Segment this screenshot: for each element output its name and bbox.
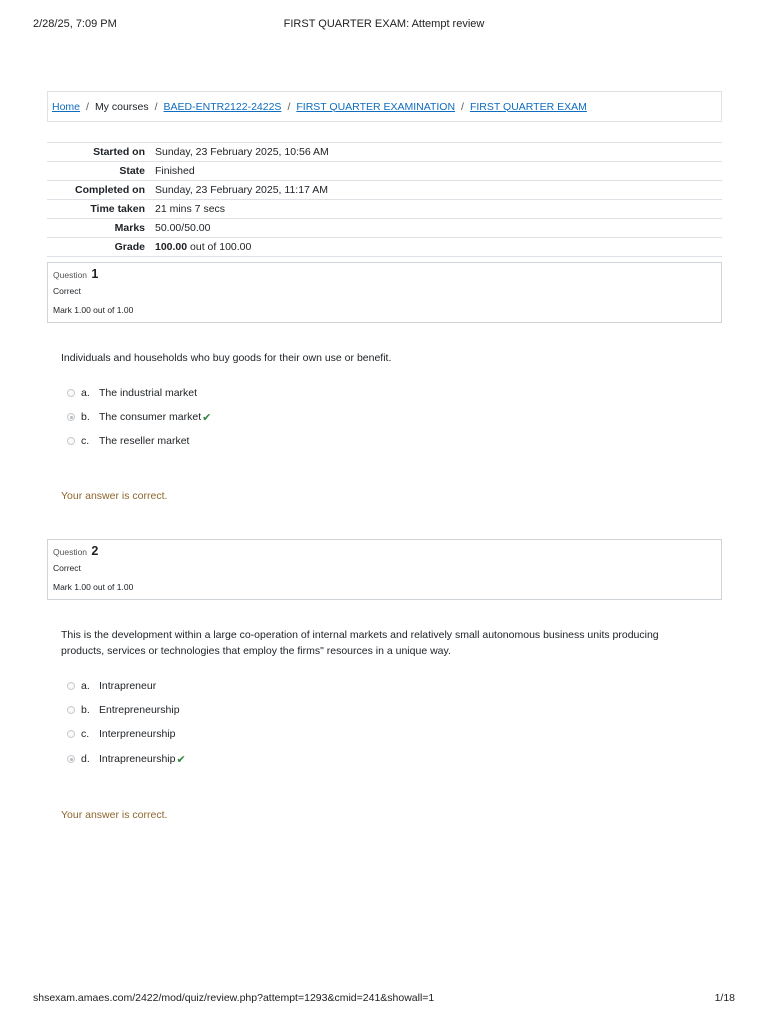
breadcrumb-separator: / — [86, 100, 89, 113]
question-number-value: 2 — [91, 544, 99, 558]
answer-option[interactable] — [67, 703, 180, 717]
radio-button[interactable] — [67, 437, 75, 445]
option-letter: c. — [81, 728, 90, 740]
breadcrumb-my-courses: My courses — [94, 100, 149, 113]
question-state: Correct — [53, 563, 81, 573]
radio-button[interactable] — [67, 730, 75, 738]
print-footer — [33, 992, 735, 1006]
radio-button[interactable] — [67, 389, 75, 397]
summary-label: Marks — [114, 222, 145, 234]
breadcrumb-section-link[interactable]: FIRST QUARTER EXAMINATION — [296, 100, 456, 113]
summary-value: 21 mins 7 secs — [155, 203, 226, 215]
option-letter: b. — [81, 704, 90, 716]
breadcrumb-separator: / — [287, 100, 291, 113]
summary-row — [47, 143, 722, 162]
option-text: The industrial market — [99, 387, 198, 399]
answer-option[interactable] — [67, 727, 175, 741]
question-number — [53, 544, 716, 558]
summary-value: Sunday, 23 February 2025, 10:56 AM — [155, 146, 329, 158]
print-title: FIRST QUARTER EXAM: Attempt review — [283, 18, 485, 30]
option-letter: a. — [81, 680, 90, 692]
radio-button[interactable] — [67, 682, 75, 690]
option-letter: d. — [81, 753, 90, 765]
question-state: Correct — [53, 286, 81, 296]
page-count: 1/18 — [714, 992, 735, 1004]
answer-option[interactable] — [67, 434, 189, 448]
grade-out-of: out of 100.00 — [187, 241, 252, 253]
summary-label: Grade — [114, 241, 145, 253]
question-label: Question — [53, 547, 88, 557]
option-text: Entrepreneurship — [99, 704, 180, 716]
breadcrumb-home-link[interactable]: Home — [52, 100, 81, 113]
summary-value: Finished — [155, 165, 195, 177]
summary-value: 50.00/50.00 — [155, 222, 211, 234]
option-text: Interpreneurship — [99, 728, 176, 740]
question-mark: Mark 1.00 out of 1.00 — [53, 582, 134, 592]
grade-value — [155, 238, 722, 257]
question-info — [47, 539, 722, 600]
question-number-value: 1 — [91, 267, 99, 281]
page-url: shsexam.amaes.com/2422/mod/quiz/review.php?attempt=1293&cmid=241&showall=1 — [33, 992, 435, 1004]
question-number — [53, 267, 716, 281]
check-icon: ✔ — [202, 411, 212, 424]
summary-row — [47, 181, 722, 200]
option-text: The reseller market — [99, 435, 190, 447]
summary-label: Completed on — [75, 184, 145, 196]
breadcrumb-separator: / — [154, 100, 158, 113]
answer-option[interactable] — [67, 410, 211, 424]
breadcrumb-separator: / — [461, 100, 464, 113]
attempt-summary-table — [47, 142, 722, 257]
summary-value: Sunday, 23 February 2025, 11:17 AM — [155, 184, 328, 196]
summary-row — [47, 162, 722, 181]
breadcrumb-quiz-link[interactable]: FIRST QUARTER EXAM — [469, 100, 587, 113]
grade-score: 100.00 — [155, 241, 188, 253]
radio-button-selected[interactable] — [67, 413, 75, 421]
question-label: Question — [53, 270, 88, 280]
option-letter: a. — [81, 387, 90, 399]
question-text: Individuals and households who buy goods for their own use or benefit. — [61, 352, 392, 364]
answer-option[interactable] — [67, 386, 197, 400]
question-info — [47, 262, 722, 323]
option-text: Intrapreneur — [99, 680, 157, 692]
summary-label: State — [119, 165, 145, 177]
breadcrumb-course-link[interactable]: BAED-ENTR2122-2422S — [163, 100, 282, 113]
question-text: This is the development within a large co-operation of internal markets and relatively small autonomous business units producing products, services or technologies that employ the firms" resources in a unique way. — [61, 629, 659, 657]
question-mark: Mark 1.00 out of 1.00 — [53, 305, 134, 315]
print-header — [33, 18, 735, 32]
radio-button[interactable] — [67, 706, 75, 714]
summary-label: Started on — [93, 146, 145, 158]
answer-feedback: Your answer is correct. — [61, 490, 168, 502]
summary-label: Time taken — [90, 203, 145, 215]
summary-row — [47, 219, 722, 238]
summary-row — [47, 238, 722, 257]
answer-feedback: Your answer is correct. — [61, 809, 168, 821]
breadcrumb — [47, 91, 722, 122]
print-date: 2/28/25, 7:09 PM — [33, 18, 117, 30]
option-text: Intrapreneurship — [99, 753, 176, 765]
summary-row — [47, 200, 722, 219]
answer-option[interactable] — [67, 752, 186, 766]
radio-button-selected[interactable] — [67, 755, 75, 763]
answer-option[interactable] — [67, 679, 156, 693]
option-letter: b. — [81, 411, 90, 423]
check-icon: ✔ — [176, 753, 186, 766]
option-text: The consumer market — [99, 411, 202, 423]
option-letter: c. — [81, 435, 90, 447]
